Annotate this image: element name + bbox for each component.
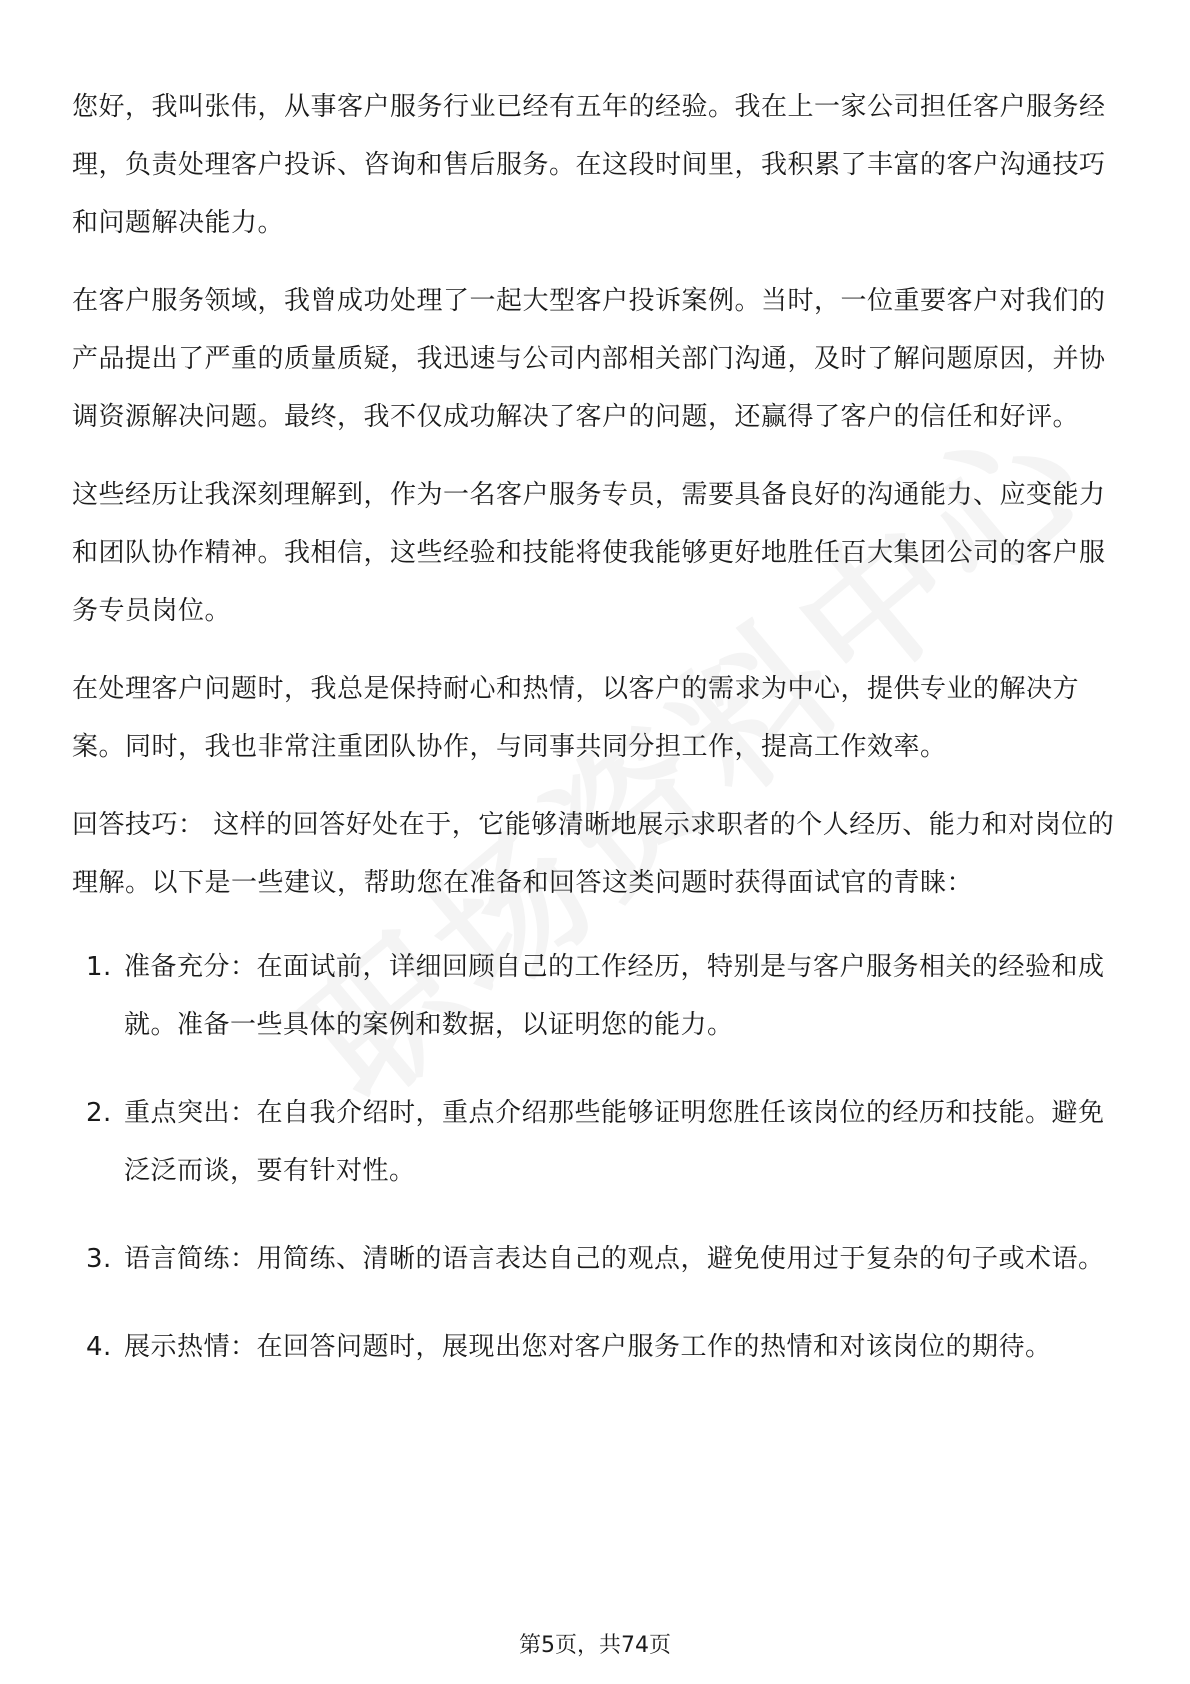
page-number-label: 第5页，共74页 xyxy=(519,1633,671,1658)
list-item xyxy=(72,938,1117,1054)
paragraph-answer-tips: 回答技巧： 这样的回答好处在于，它能够清晰地展示求职者的个人经历、能力和对岗位的理解。以下是一些建议，帮助您在准备和回答这类问题时获得面试官的青睐： xyxy=(72,810,1115,898)
paragraph-insight: 这些经历让我深刻理解到，作为一名客户服务专员，需要具备良好的沟通能力、应变能力和团队协作精神。我相信，这些经验和技能将使我能够更好地胜任百大集团公司的客户服务专员岗位。 xyxy=(72,480,1106,626)
paragraph-case: 在客户服务领域，我曾成功处理了一起大型客户投诉案例。当时，一位重要客户对我们的产品提出了严重的质量质疑，我迅速与公司内部相关部门沟通，及时了解问题原因，并协调资源解决问题。最终，我不仅成功解决了客户的问题，还赢得了客户的信任和好评。 xyxy=(72,286,1106,432)
list-item-number: 4. xyxy=(86,1332,112,1362)
list-item-text: 重点突出：在自我介绍时，重点介绍那些能够证明您胜任该岗位的经历和技能。避免泛泛而谈，要有针对性。 xyxy=(124,1098,1105,1186)
list-item-text: 准备充分：在面试前，详细回顾自己的工作经历，特别是与客户服务相关的经验和成就。准备一些具体的案例和数据，以证明您的能力。 xyxy=(124,952,1105,1040)
list-item-number: 2. xyxy=(86,1098,112,1128)
tips-list xyxy=(72,938,1117,1376)
list-item-number: 1. xyxy=(86,952,112,982)
list-item-text: 语言简练：用简练、清晰的语言表达自己的观点，避免使用过于复杂的句子或术语。 xyxy=(124,1244,1105,1274)
document-body xyxy=(72,78,1117,1406)
list-item xyxy=(72,1230,1117,1288)
paragraph-intro: 您好，我叫张伟，从事客户服务行业已经有五年的经验。我在上一家公司担任客户服务经理，负责处理客户投诉、咨询和售后服务。在这段时间里，我积累了丰富的客户沟通技巧和问题解决能力。 xyxy=(72,92,1106,238)
list-item-text: 展示热情：在回答问题时，展现出您对客户服务工作的热情和对该岗位的期待。 xyxy=(124,1332,1052,1362)
list-item xyxy=(72,1084,1117,1200)
page-footer xyxy=(0,1628,1190,1659)
paragraph-attitude: 在处理客户问题时，我总是保持耐心和热情，以客户的需求为中心，提供专业的解决方案。同时，我也非常注重团队协作，与同事共同分担工作，提高工作效率。 xyxy=(72,674,1080,762)
list-item-number: 3. xyxy=(86,1244,112,1274)
list-item xyxy=(72,1318,1117,1376)
